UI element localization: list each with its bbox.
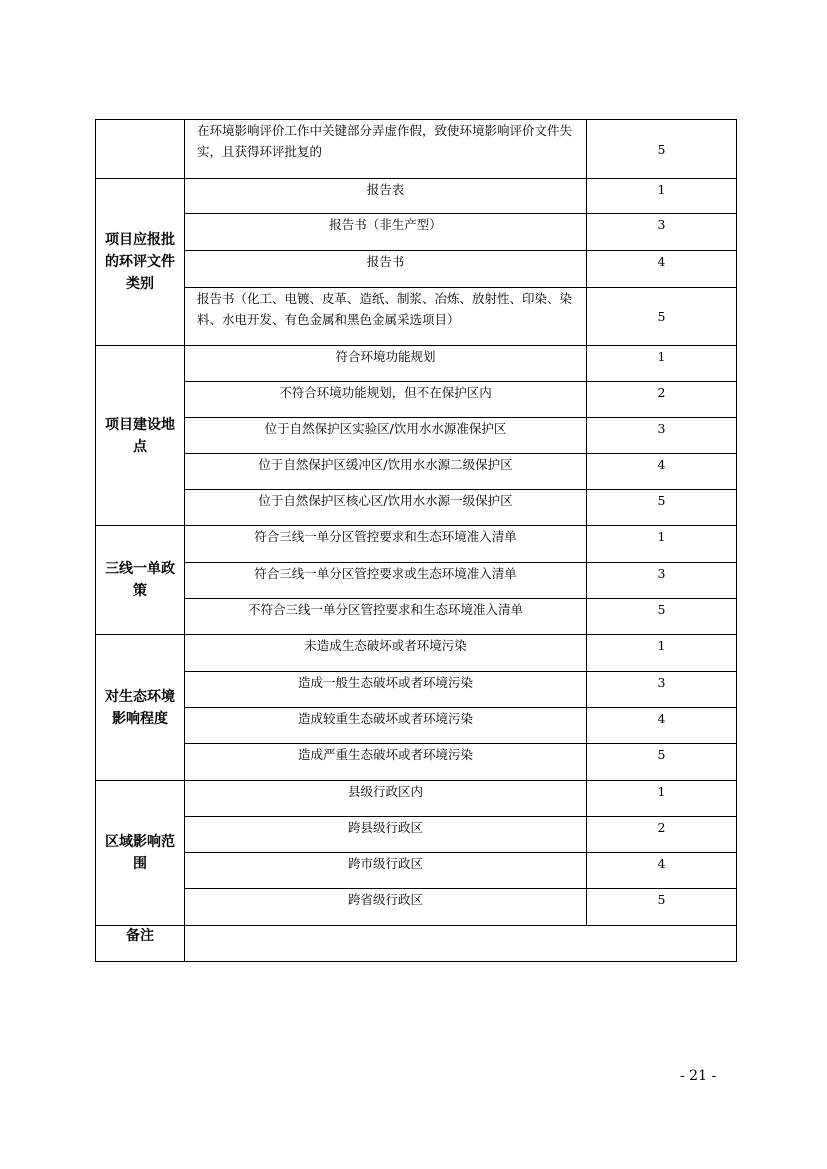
- score-cell: 1: [587, 635, 737, 672]
- category-cell: [96, 120, 185, 179]
- score-cell: 5: [587, 889, 737, 926]
- table-row: [96, 599, 737, 635]
- table-row: [96, 251, 737, 288]
- table-row: [96, 454, 737, 490]
- score-cell: 1: [587, 526, 737, 563]
- scoring-table: [95, 119, 737, 962]
- category-cell: 项目应报批的环评文件类别: [96, 179, 185, 346]
- score-cell: 5: [587, 490, 737, 526]
- table-row: [96, 346, 737, 382]
- table-row: [96, 382, 737, 418]
- criterion-description: 报告书（非生产型）: [185, 214, 587, 251]
- score-cell: 4: [587, 251, 737, 288]
- criterion-description: 不符合三线一单分区管控要求和生态环境准入清单: [185, 599, 587, 635]
- criterion-description: 不符合环境功能规划，但不在保护区内: [185, 382, 587, 418]
- criterion-description: 造成较重生态破坏或者环境污染: [185, 708, 587, 744]
- criterion-description: 报告书（化工、电镀、皮革、造纸、制浆、冶炼、放射性、印染、染料、水电开发、有色金属和黑色金属采选项目）: [185, 288, 587, 346]
- criterion-description: 符合环境功能规划: [185, 346, 587, 382]
- score-cell: 1: [587, 179, 737, 214]
- criterion-description: 跨市级行政区: [185, 853, 587, 889]
- criterion-description: 符合三线一单分区管控要求或生态环境准入清单: [185, 563, 587, 599]
- score-cell: 3: [587, 672, 737, 708]
- score-cell: 2: [587, 817, 737, 853]
- criterion-description: 报告表: [185, 179, 587, 214]
- score-cell: 2: [587, 382, 737, 418]
- category-cell: 三线一单政策: [96, 526, 185, 635]
- table-row: [96, 889, 737, 926]
- category-cell: 区域影响范围: [96, 781, 185, 926]
- score-cell: 3: [587, 418, 737, 454]
- criterion-description: 跨县级行政区: [185, 817, 587, 853]
- score-cell: 4: [587, 708, 737, 744]
- score-cell: 4: [587, 853, 737, 889]
- criterion-description: 报告书: [185, 251, 587, 288]
- table-row: [96, 853, 737, 889]
- score-cell: 1: [587, 781, 737, 817]
- criterion-description: 位于自然保护区实验区/饮用水水源准保护区: [185, 418, 587, 454]
- score-cell: 4: [587, 454, 737, 490]
- score-cell: 5: [587, 120, 737, 179]
- table-row: [96, 563, 737, 599]
- note-value: [185, 926, 737, 962]
- criterion-description: 跨省级行政区: [185, 889, 587, 926]
- table-row: [96, 120, 737, 179]
- table-row: [96, 708, 737, 744]
- criterion-description: 在环境影响评价工作中关键部分弄虚作假，致使环境影响评价文件失实，且获得环评批复的: [185, 120, 587, 179]
- table-row: [96, 744, 737, 781]
- category-cell: 对生态环境影响程度: [96, 635, 185, 781]
- score-cell: 1: [587, 346, 737, 382]
- criterion-description: 县级行政区内: [185, 781, 587, 817]
- score-cell: 3: [587, 563, 737, 599]
- page-number: - 21 -: [680, 1068, 717, 1084]
- table-row: [96, 635, 737, 672]
- criterion-description: 造成一般生态破坏或者环境污染: [185, 672, 587, 708]
- score-cell: 3: [587, 214, 737, 251]
- table-row: [96, 214, 737, 251]
- table-row: [96, 288, 737, 346]
- table-row: [96, 490, 737, 526]
- table-row: [96, 817, 737, 853]
- score-cell: 5: [587, 288, 737, 346]
- table-row: [96, 179, 737, 214]
- score-cell: 5: [587, 599, 737, 635]
- criterion-description: 符合三线一单分区管控要求和生态环境准入清单: [185, 526, 587, 563]
- table-row: [96, 418, 737, 454]
- note-label: 备注: [96, 926, 185, 962]
- category-cell: 项目建设地点: [96, 346, 185, 526]
- table-row: [96, 781, 737, 817]
- criterion-description: 造成严重生态破坏或者环境污染: [185, 744, 587, 781]
- note-row: [96, 926, 737, 962]
- table-row: [96, 526, 737, 563]
- criterion-description: 位于自然保护区缓冲区/饮用水水源二级保护区: [185, 454, 587, 490]
- criterion-description: 位于自然保护区核心区/饮用水水源一级保护区: [185, 490, 587, 526]
- score-cell: 5: [587, 744, 737, 781]
- criterion-description: 未造成生态破坏或者环境污染: [185, 635, 587, 672]
- table-row: [96, 672, 737, 708]
